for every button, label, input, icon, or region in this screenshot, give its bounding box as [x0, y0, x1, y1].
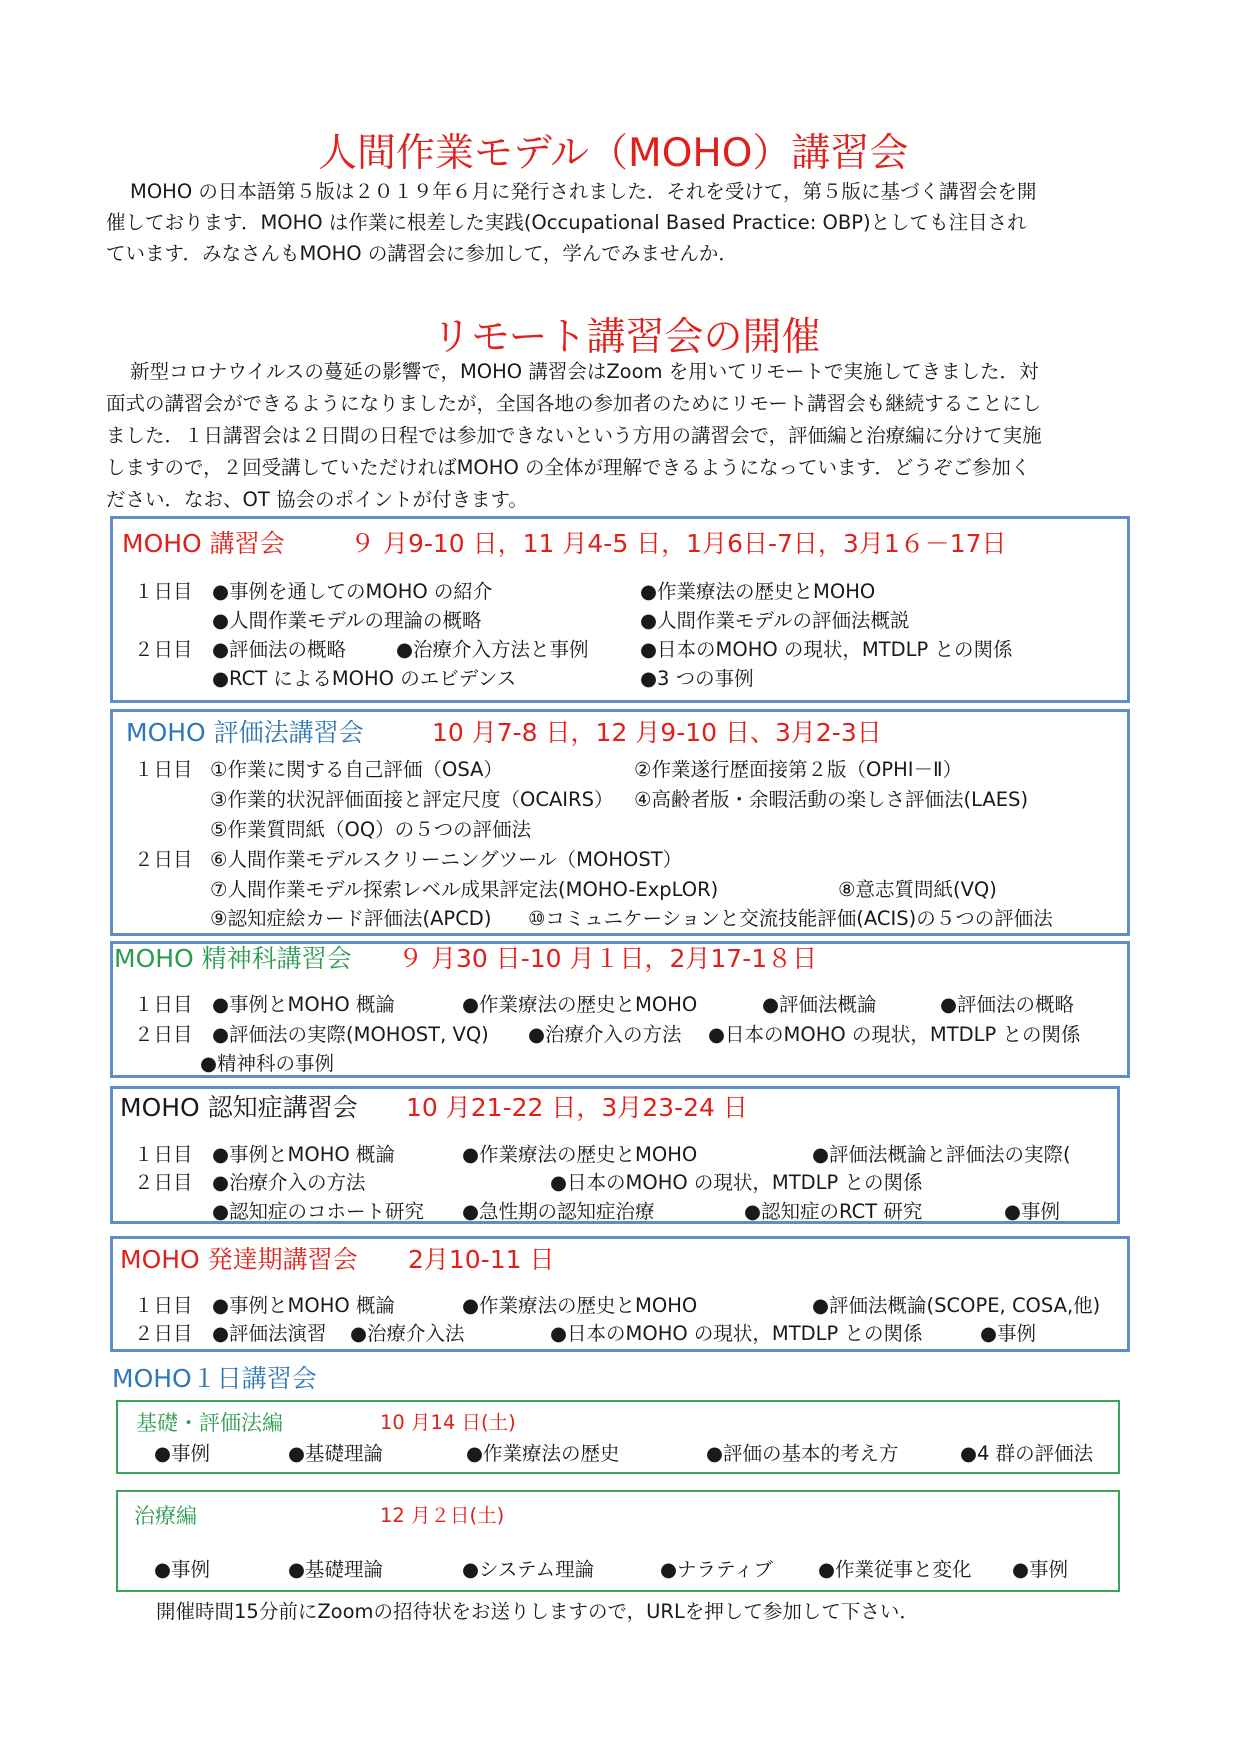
list-item: ●事例: [1004, 1200, 1061, 1223]
list-item: ⑦人間作業モデル探索レベル成果評定法(MOHO-ExpLOR): [210, 878, 719, 901]
list-item: ⑩コミュニケーションと交流技能評価(ACIS)の５つの評価法: [528, 907, 1053, 930]
list-item: ●基礎理論: [288, 1442, 384, 1465]
list-item: ⑨認知症絵カード評価法(APCD): [210, 907, 492, 930]
list-item: ●評価法概論と評価法の実際(: [812, 1143, 1071, 1166]
list-item: ●評価の基本的考え方: [706, 1442, 899, 1465]
list-item: ●評価法概論(SCOPE, COSA,他): [812, 1294, 1101, 1317]
oneday-treatment-name: 治療編: [134, 1504, 197, 1528]
list-item: ●作業療法の歴史とMOHO: [462, 993, 698, 1016]
list-item: ●作業療法の歴史とMOHO: [640, 580, 876, 603]
list-item: ●作業療法の歴史とMOHO: [462, 1143, 698, 1166]
list-item: ●事例とMOHO 概論: [212, 993, 395, 1016]
day1-label: １日目: [134, 1143, 193, 1166]
oneday-basic-name: 基礎・評価法編: [136, 1411, 283, 1435]
list-item: ●評価法の概略: [212, 638, 347, 661]
day2-label: ２日目: [134, 1171, 193, 1194]
day2-label: ２日目: [134, 848, 193, 871]
dementia-course-dates: 10 月21-22 日，3月23-24 日: [406, 1093, 748, 1122]
day1-label: １日目: [134, 1294, 193, 1317]
list-item: ●評価法の実際(MOHOST, VQ): [212, 1023, 489, 1046]
day2-label: ２日目: [134, 638, 193, 661]
remote-line: ださい．なお、OT 協会のポイントが付きます。: [106, 488, 528, 511]
list-item: ●人間作業モデルの評価法概説: [640, 609, 910, 632]
list-item: ●日本のMOHO の現状，MTDLP との関係: [708, 1023, 1081, 1046]
dev-course-dates: 2月10-11 日: [408, 1245, 555, 1274]
dev-course-name: MOHO 発達期講習会: [120, 1245, 358, 1274]
list-item: ●事例: [154, 1442, 211, 1465]
list-item: ●事例: [1012, 1558, 1069, 1581]
list-item: ●作業療法の歴史: [466, 1442, 620, 1465]
remote-line: しますので，２回受講していただければMOHO の全体が理解できるようになっています．どうぞご参加く: [106, 456, 1031, 479]
oneday-title: MOHO１日講習会: [112, 1364, 317, 1393]
list-item: ●精神科の事例: [200, 1052, 335, 1075]
list-item: ●日本のMOHO の現状，MTDLP との関係: [550, 1171, 923, 1194]
list-item: ●システム理論: [462, 1558, 595, 1581]
list-item: ●事例とMOHO 概論: [212, 1294, 395, 1317]
page-title: 人間作業モデル（MOHO）講習会: [318, 131, 909, 176]
day1-label: １日目: [134, 758, 193, 781]
list-item: ●事例: [154, 1558, 211, 1581]
list-item: ⑤作業質問紙（OQ）の５つの評価法: [210, 818, 532, 841]
eval-course-dates: 10 月7-8 日，12 月9-10 日、3月2-3日: [432, 718, 882, 747]
list-item: ●ナラティブ: [660, 1558, 773, 1581]
list-item: ●評価法演習: [212, 1322, 327, 1345]
list-item: ④高齢者版・余暇活動の楽しさ評価法(LAES): [634, 788, 1029, 811]
list-item: ⑧意志質問紙(VQ): [838, 878, 997, 901]
list-item: ②作業遂行歴面接第２版（OPHI－Ⅱ）: [634, 758, 963, 781]
day2-label: ２日目: [134, 1023, 193, 1046]
list-item: ①作業に関する自己評価（OSA）: [210, 758, 503, 781]
intro-line: MOHO の日本語第５版は２０１９年６月に発行されました．それを受けて，第５版に基づく講習会を開: [130, 180, 1037, 203]
list-item: ●認知症のRCT 研究: [744, 1200, 923, 1223]
footer-note: 開催時間15分前にZoomの招待状をお送りしますので，URLを押して参加して下さい．: [156, 1600, 919, 1623]
remote-title: リモート講習会の開催: [432, 315, 821, 360]
remote-line: 新型コロナウイルスの蔓延の影響で，MOHO 講習会はZoom を用いてリモートで実施してきました．対: [130, 360, 1039, 383]
day1-label: １日目: [134, 580, 193, 603]
day2-label: ２日目: [134, 1322, 193, 1345]
psych-course-name: MOHO 精神科講習会: [114, 944, 352, 973]
psych-course-dates: ９ 月30 日-10 月１日，2月17-1８日: [398, 944, 818, 973]
intro-line: 催しております．MOHO は作業に根差した実践(Occupational Based Practice: OBP)としても注目され: [106, 211, 1027, 234]
list-item: ●急性期の認知症治療: [462, 1200, 655, 1223]
list-item: ⑥人間作業モデルスクリーニングツール（MOHOST）: [210, 848, 683, 871]
intro-line: ています．みなさんもMOHO の講習会に参加して，学んでみませんか．: [106, 242, 738, 265]
basic-course-name: MOHO 講習会: [122, 529, 285, 558]
list-item: ③作業的状況評価面接と評定尺度（OCAIRS）: [210, 788, 614, 811]
list-item: ●評価法の概略: [940, 993, 1075, 1016]
list-item: ●評価法概論: [762, 993, 877, 1016]
list-item: ●事例を通してのMOHO の紹介: [212, 580, 493, 603]
list-item: ●治療介入の方法: [528, 1023, 682, 1046]
list-item: ●治療介入法: [350, 1322, 465, 1345]
remote-line: ました．１日講習会は２日間の日程では参加できないという方用の講習会で，評価編と治療編に分けて実施: [106, 424, 1042, 447]
list-item: ●RCT によるMOHO のエビデンス: [212, 667, 517, 690]
day1-label: １日目: [134, 993, 193, 1016]
dementia-course-name: MOHO 認知症講習会: [120, 1093, 358, 1122]
list-item: ●日本のMOHO の現状，MTDLP との関係: [550, 1322, 923, 1345]
list-item: ●日本のMOHO の現状，MTDLP との関係: [640, 638, 1013, 661]
list-item: ●事例とMOHO 概論: [212, 1143, 395, 1166]
list-item: ●人間作業モデルの理論の概略: [212, 609, 482, 632]
oneday-treatment-date: 12 月２日(土): [380, 1504, 505, 1527]
list-item: ●治療介入の方法: [212, 1171, 366, 1194]
remote-line: 面式の講習会ができるようになりましたが，全国各地の参加者のためにリモート講習会も継続することにし: [106, 392, 1042, 415]
list-item: ●4 群の評価法: [960, 1442, 1094, 1465]
list-item: ●基礎理論: [288, 1558, 384, 1581]
list-item: ●事例: [980, 1322, 1037, 1345]
list-item: ●作業療法の歴史とMOHO: [462, 1294, 698, 1317]
list-item: ●作業従事と変化: [818, 1558, 972, 1581]
eval-course-name: MOHO 評価法講習会: [126, 718, 364, 747]
oneday-basic-date: 10 月14 日(土): [380, 1411, 516, 1434]
list-item: ●治療介入方法と事例: [396, 638, 589, 661]
list-item: ●認知症のコホート研究: [212, 1200, 425, 1223]
list-item: ●3 つの事例: [640, 667, 754, 690]
basic-course-dates: ９ 月9-10 日，11 月4-5 日，1月6日-7日，3月1６－17日: [350, 529, 1007, 558]
